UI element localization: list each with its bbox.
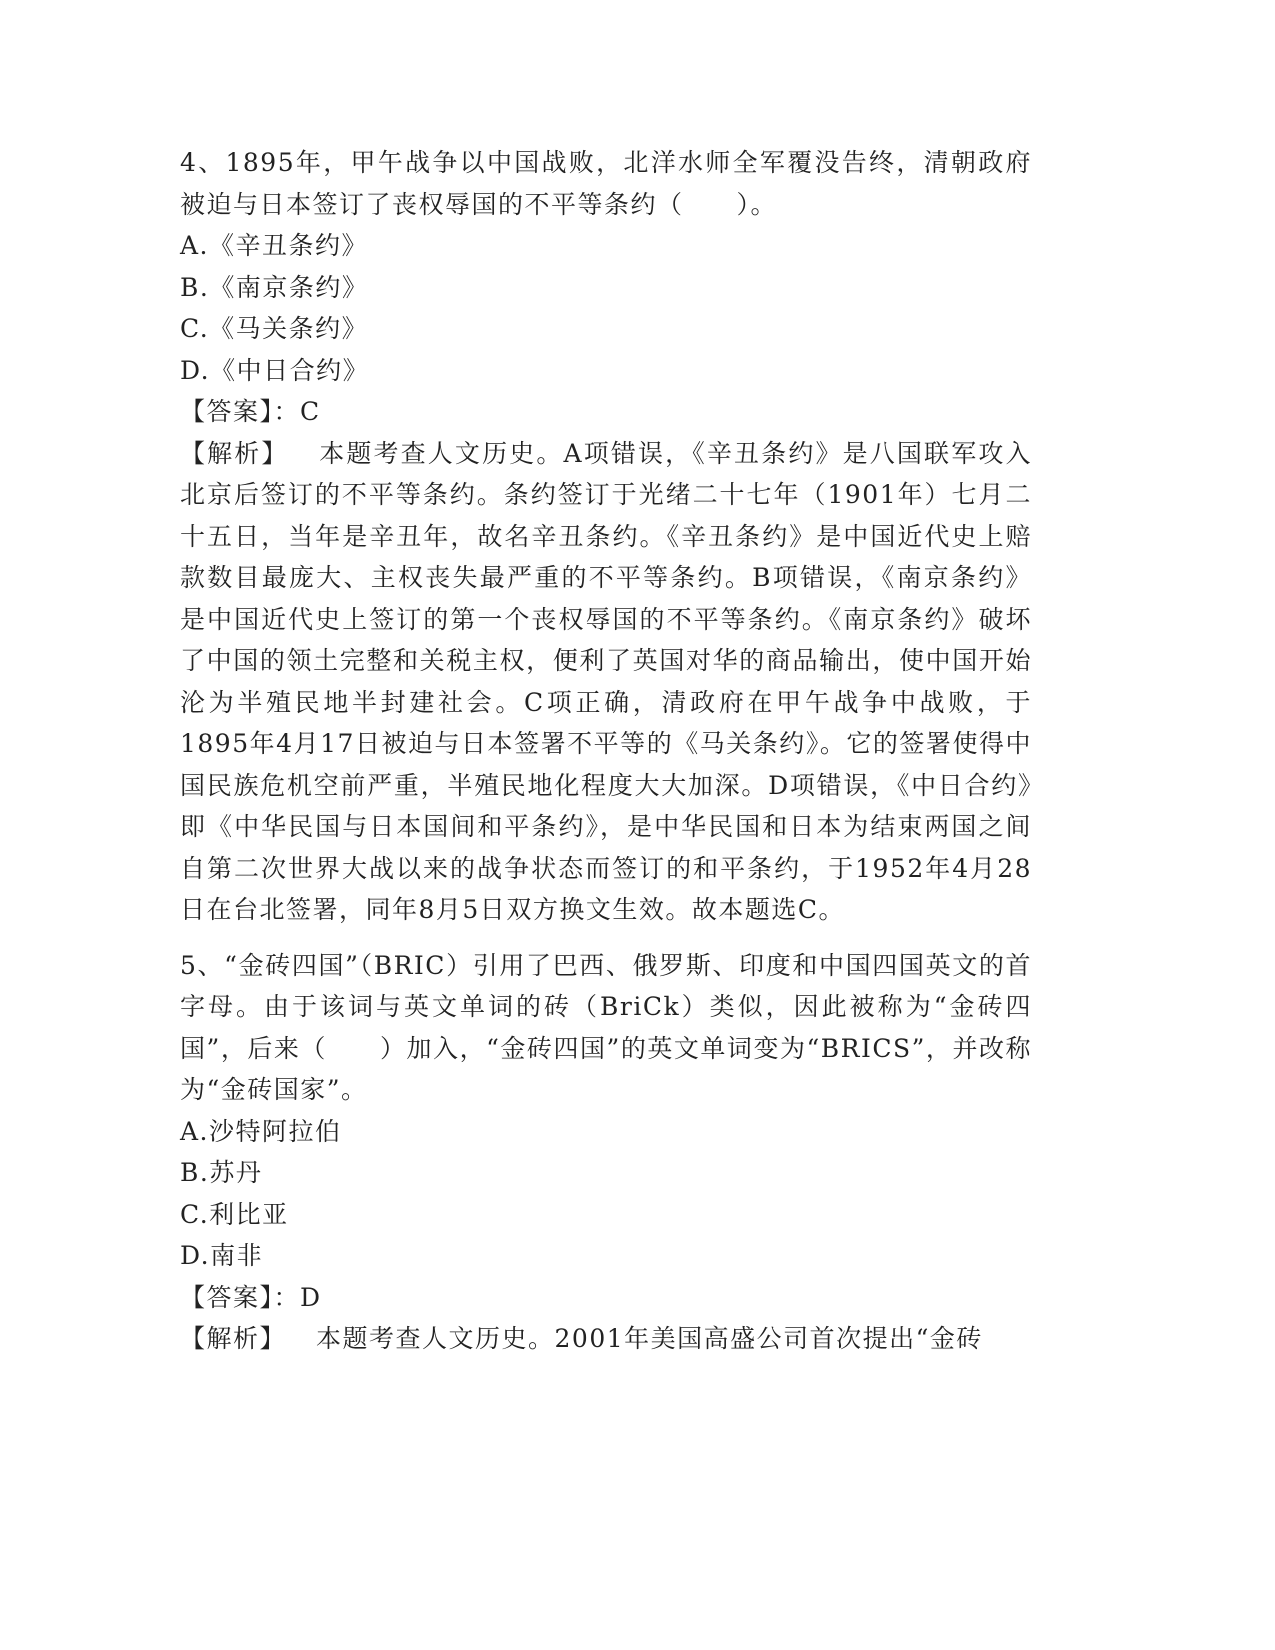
option-list	[180, 225, 1032, 391]
analysis-text: 本题考查人文历史。2001年美国高盛公司首次提出“金砖	[316, 1324, 983, 1353]
analysis-paragraph	[180, 433, 1032, 931]
analysis-label: 【解析】	[180, 1324, 287, 1353]
analysis-label: 【解析】	[180, 438, 289, 468]
option-d: D.南非	[180, 1241, 264, 1270]
answer-line	[180, 1277, 1032, 1319]
option-b: B.《南京条约》	[180, 272, 369, 302]
analysis-text: 本题考查人文历史。A项错误，《辛丑条约》是八国联军攻入北京后签订的不平等条约。条约签订于光绪二十七年（1901年）七月二十五日，当年是辛丑年，故名辛丑条约。《辛丑条约》是中国近代史上赔款数目最庞大、主权丧失最严重的不平等条约。B项错误，《南京条约》是中国近代史上签订的第一个丧权辱国的不平等条约。《南京条约》破坏了中国的领土完整和关税主权，便利了英国对华的商品输出，使中国开始沦为半殖民地半封建社会。C项正确，清政府在甲午战争中战败，于1895年4月17日被迫与日本签署不平等的《马关条约》。它的签署使得中国民族危机空前严重，半殖民地化程度大大加深。D项错误，《中日合约》即《中华民国与日本国间和平条约》，是中华民国和日本为结束两国之间自第二次世界大战以来的战争状态而签订的和平条约，于1952年4月28日在台北签署，同年8月5日双方换文生效。故本题选C。	[180, 438, 1032, 924]
option-a: A.《辛丑条约》	[180, 231, 369, 260]
option-c: C.《马关条约》	[180, 314, 369, 343]
document-page	[180, 142, 1032, 1374]
option-d: D.《中日合约》	[180, 355, 370, 385]
answer-value: ：D	[273, 1282, 322, 1312]
answer-line	[180, 391, 1032, 433]
option-b: B.苏丹	[180, 1158, 263, 1187]
option-a: A.沙特阿拉伯	[180, 1116, 342, 1146]
option-list	[180, 1111, 1032, 1277]
question-stem: 5、“金砖四国”（BRIC）引用了巴西、俄罗斯、印度和中国四国英文的首字母。由于该词与英文单词的砖（BriCk）类似，因此被称为“金砖四国”，后来（ ）加入，“金砖四国”的英文单词变为“BRICS”，并改称为“金砖国家”。	[180, 950, 1032, 1104]
analysis-paragraph	[180, 1318, 1032, 1360]
question-stem: 4、1895年，甲午战争以中国战败，北洋水师全军覆没告终，清朝政府被迫与日本签订了丧权辱国的不平等条约（ ）。	[180, 148, 1032, 219]
option-c: C.利比亚	[180, 1199, 289, 1229]
answer-label: 【答案】	[180, 397, 274, 426]
question-4	[180, 142, 1032, 931]
answer-label: 【答案】	[180, 1282, 274, 1312]
question-5	[180, 945, 1032, 1360]
answer-value: ：C	[273, 397, 321, 426]
